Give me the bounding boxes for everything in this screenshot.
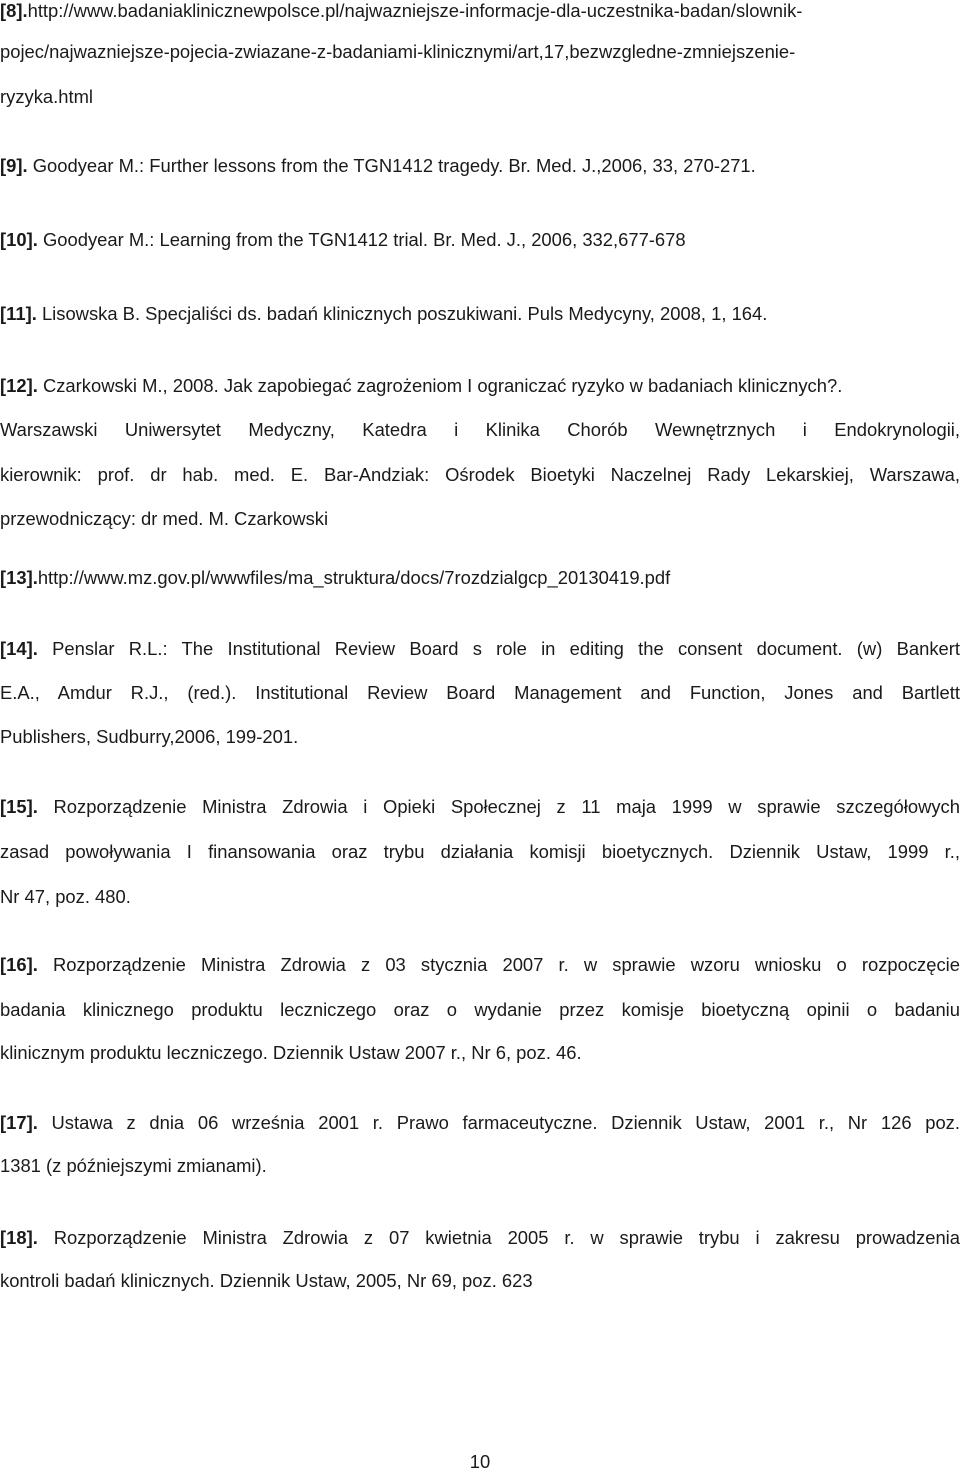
- reference-text-line: badania klinicznego produktu leczniczego oraz o wydanie przez komisje bioetyczną opinii o badaniu: [0, 999, 960, 1020]
- reference-text-line: ryzyka.html: [0, 86, 93, 107]
- reference-text-line: pojec/najwazniejsze-pojecia-zwiazane-z-badaniami-klinicznymi/art,17,bezwzgledne-zmniejszenie-: [0, 41, 796, 62]
- reference-text-line: http://www.mz.gov.pl/wwwfiles/ma_struktura/docs/7rozdzialgcp_20130419.pdf: [37, 567, 671, 588]
- reference-number: [18].: [0, 1227, 38, 1248]
- reference-number: [11].: [0, 303, 37, 324]
- reference-text-line: Rozporządzenie Ministra Zdrowia z 03 stycznia 2007 r. w sprawie wzoru wniosku o rozpoczęcie: [52, 954, 960, 975]
- reference-number: [17].: [0, 1112, 38, 1133]
- reference-number: [16].: [0, 954, 38, 975]
- reference-text-line: Penslar R.L.: The Institutional Review Board s role in editing the consent document. (w) Bankert: [52, 638, 960, 659]
- reference-text-line: 1381 (z późniejszymi zmianami).: [0, 1155, 267, 1176]
- reference-text-line: E.A., Amdur R.J., (red.). Institutional Review Board Management and Function, Jones and Bartlett: [0, 682, 960, 703]
- page-number: 10: [469, 1451, 491, 1472]
- reference-number: [14].: [0, 638, 38, 659]
- reference-text-line: Rozporządzenie Ministra Zdrowia i Opieki Społecznej z 11 maja 1999 w sprawie szczegółowych: [53, 796, 960, 817]
- reference-text-line: Lisowska B. Specjaliści ds. badań klinicznych poszukiwani. Puls Medycyny, 2008, 1, 164.: [41, 303, 768, 324]
- reference-text-line: klinicznym produktu leczniczego. Dziennik Ustaw 2007 r., Nr 6, poz. 46.: [0, 1042, 582, 1063]
- reference-text-line: Publishers, Sudburry,2006, 199-201.: [0, 726, 299, 747]
- reference-number: [10].: [0, 229, 38, 250]
- reference-number: [8].: [0, 0, 28, 21]
- reference-text-line: Ustawa z dnia 06 września 2001 r. Prawo farmaceutyczne. Dziennik Ustaw, 2001 r., Nr 126 poz.: [51, 1112, 960, 1133]
- reference-text-line: Czarkowski M., 2008. Jak zapobiegać zagrożeniom I ograniczać ryzyko w badaniach klinicznych?.: [42, 375, 843, 396]
- reference-text-line: Goodyear M.: Further lessons from the TGN1412 tragedy. Br. Med. J.,2006, 33, 270-271.: [32, 155, 756, 176]
- reference-number: [9].: [0, 155, 28, 176]
- reference-text-line: przewodniczący: dr med. M. Czarkowski: [0, 508, 329, 529]
- reference-text-line: kontroli badań klinicznych. Dziennik Ustaw, 2005, Nr 69, poz. 623: [0, 1270, 533, 1291]
- reference-number: [15].: [0, 796, 38, 817]
- reference-text-line: http://www.badaniaklinicznewpolsce.pl/najwazniejsze-informacje-dla-uczestnika-badan/slownik-: [27, 0, 803, 21]
- reference-text-line: Nr 47, poz. 480.: [0, 886, 131, 907]
- reference-number: [12].: [0, 375, 38, 396]
- reference-text-line: Rozporządzenie Ministra Zdrowia z 07 kwietnia 2005 r. w sprawie trybu i zakresu prowadzenia: [53, 1227, 960, 1248]
- reference-text-line: kierownik: prof. dr hab. med. E. Bar-Andziak: Ośrodek Bioetyki Naczelnej Rady Lekarskiej, Warszawa,: [0, 464, 960, 485]
- reference-text-line: Goodyear M.: Learning from the TGN1412 trial. Br. Med. J., 2006, 332,677-678: [42, 229, 686, 250]
- reference-text-line: Warszawski Uniwersytet Medyczny, Katedra i Klinika Chorób Wewnętrznych i Endokrynologii,: [0, 419, 960, 440]
- reference-text-line: zasad powoływania I finansowania oraz trybu działania komisji bioetycznych. Dziennik Ustaw, 1999 r.,: [0, 841, 960, 862]
- reference-number: [13].: [0, 567, 38, 588]
